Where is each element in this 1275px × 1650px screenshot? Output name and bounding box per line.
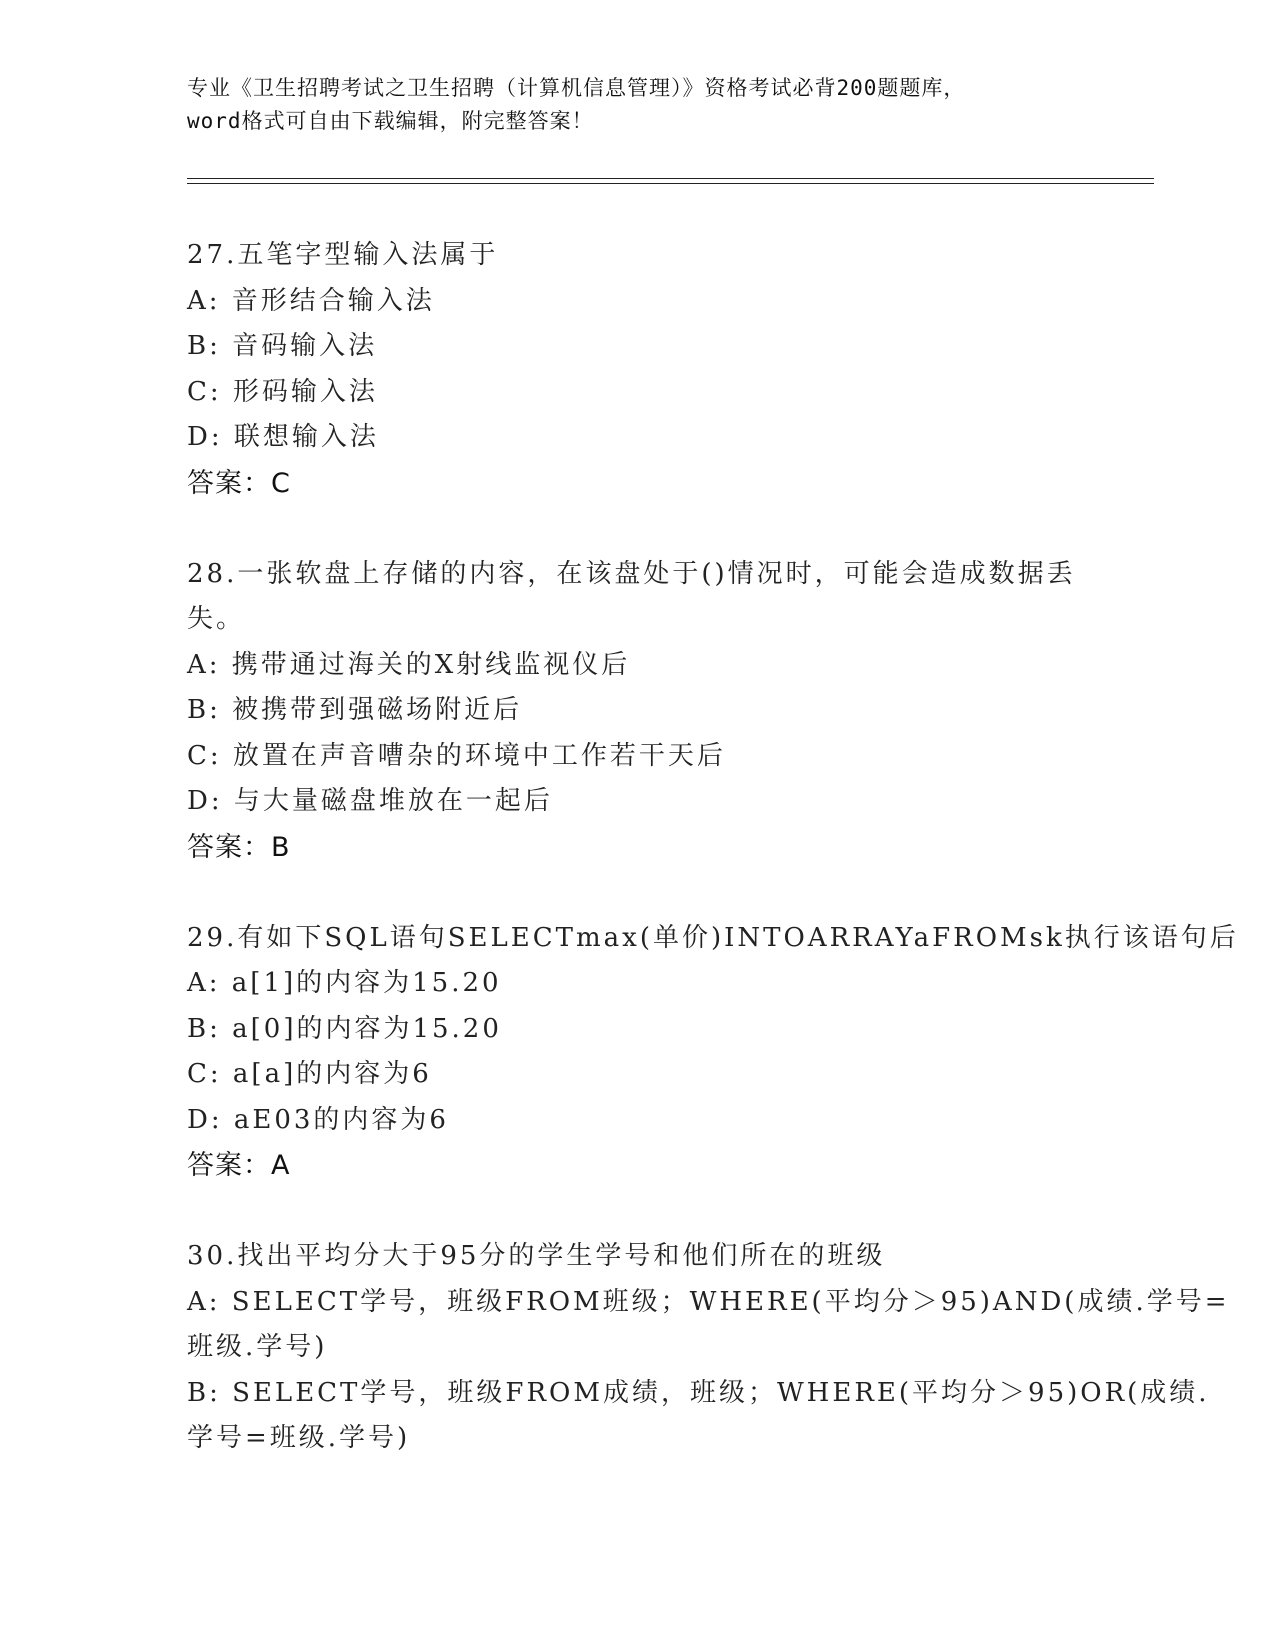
question-27 <box>187 233 1087 506</box>
document-header <box>187 72 1087 138</box>
header-line-2: word格式可自由下载编辑，附完整答案！ <box>187 109 594 133</box>
question-stem: 27.五笔字型输入法属于 <box>187 240 499 270</box>
option-a: A: 携带通过海关的X射线监视仪后 <box>187 649 631 680</box>
question-29 <box>187 916 1239 1189</box>
option-b: B: 被携带到强磁场附近后 <box>187 695 523 725</box>
option-a: A: a[1]的内容为15.20 <box>187 968 502 998</box>
option-c: C: a[a]的内容为6 <box>187 1059 432 1089</box>
header-divider-top <box>187 178 1154 179</box>
option-d: D: 联想输入法 <box>187 422 379 452</box>
option-b: B: SELECT学号，班级FROM成绩，班级；WHERE(平均分＞95)OR(成绩. <box>187 1377 1210 1408</box>
option-c: C: 放置在声音嘈杂的环境中工作若干天后 <box>187 740 726 771</box>
option-a-continued: 班级.学号) <box>187 1332 328 1362</box>
question-30 <box>187 1234 1230 1462</box>
question-28 <box>187 552 1087 871</box>
question-list <box>187 233 1239 1507</box>
option-b: B: 音码输入法 <box>187 331 378 361</box>
option-d: D: aE03的内容为6 <box>187 1104 449 1135</box>
answer-label: 答案：A <box>187 1150 291 1181</box>
question-stem-continued: 失。 <box>187 604 246 634</box>
option-d: D: 与大量磁盘堆放在一起后 <box>187 786 553 816</box>
answer-label: 答案：B <box>187 831 291 863</box>
header-line-1: 专业《卫生招聘考试之卫生招聘（计算机信息管理）》资格考试必背200题题库， <box>187 76 966 100</box>
option-a: A: 音形结合输入法 <box>187 285 435 316</box>
question-stem: 29.有如下SQL语句SELECTmax(单价)INTOARRAYaFROMsk执行该语句后 <box>187 922 1239 953</box>
question-stem: 28.一张软盘上存储的内容，在该盘处于()情况时，可能会造成数据丢 <box>187 558 1076 589</box>
question-stem: 30.找出平均分大于95分的学生学号和他们所在的班级 <box>187 1241 886 1271</box>
option-b: B: a[0]的内容为15.20 <box>187 1013 502 1044</box>
option-b-continued: 学号=班级.学号) <box>187 1423 411 1453</box>
option-c: C: 形码输入法 <box>187 376 378 407</box>
option-a: A: SELECT学号，班级FROM班级；WHERE(平均分＞95)AND(成绩.学号= <box>187 1286 1230 1317</box>
answer-label: 答案：C <box>187 467 291 499</box>
header-divider-bottom <box>187 183 1154 184</box>
